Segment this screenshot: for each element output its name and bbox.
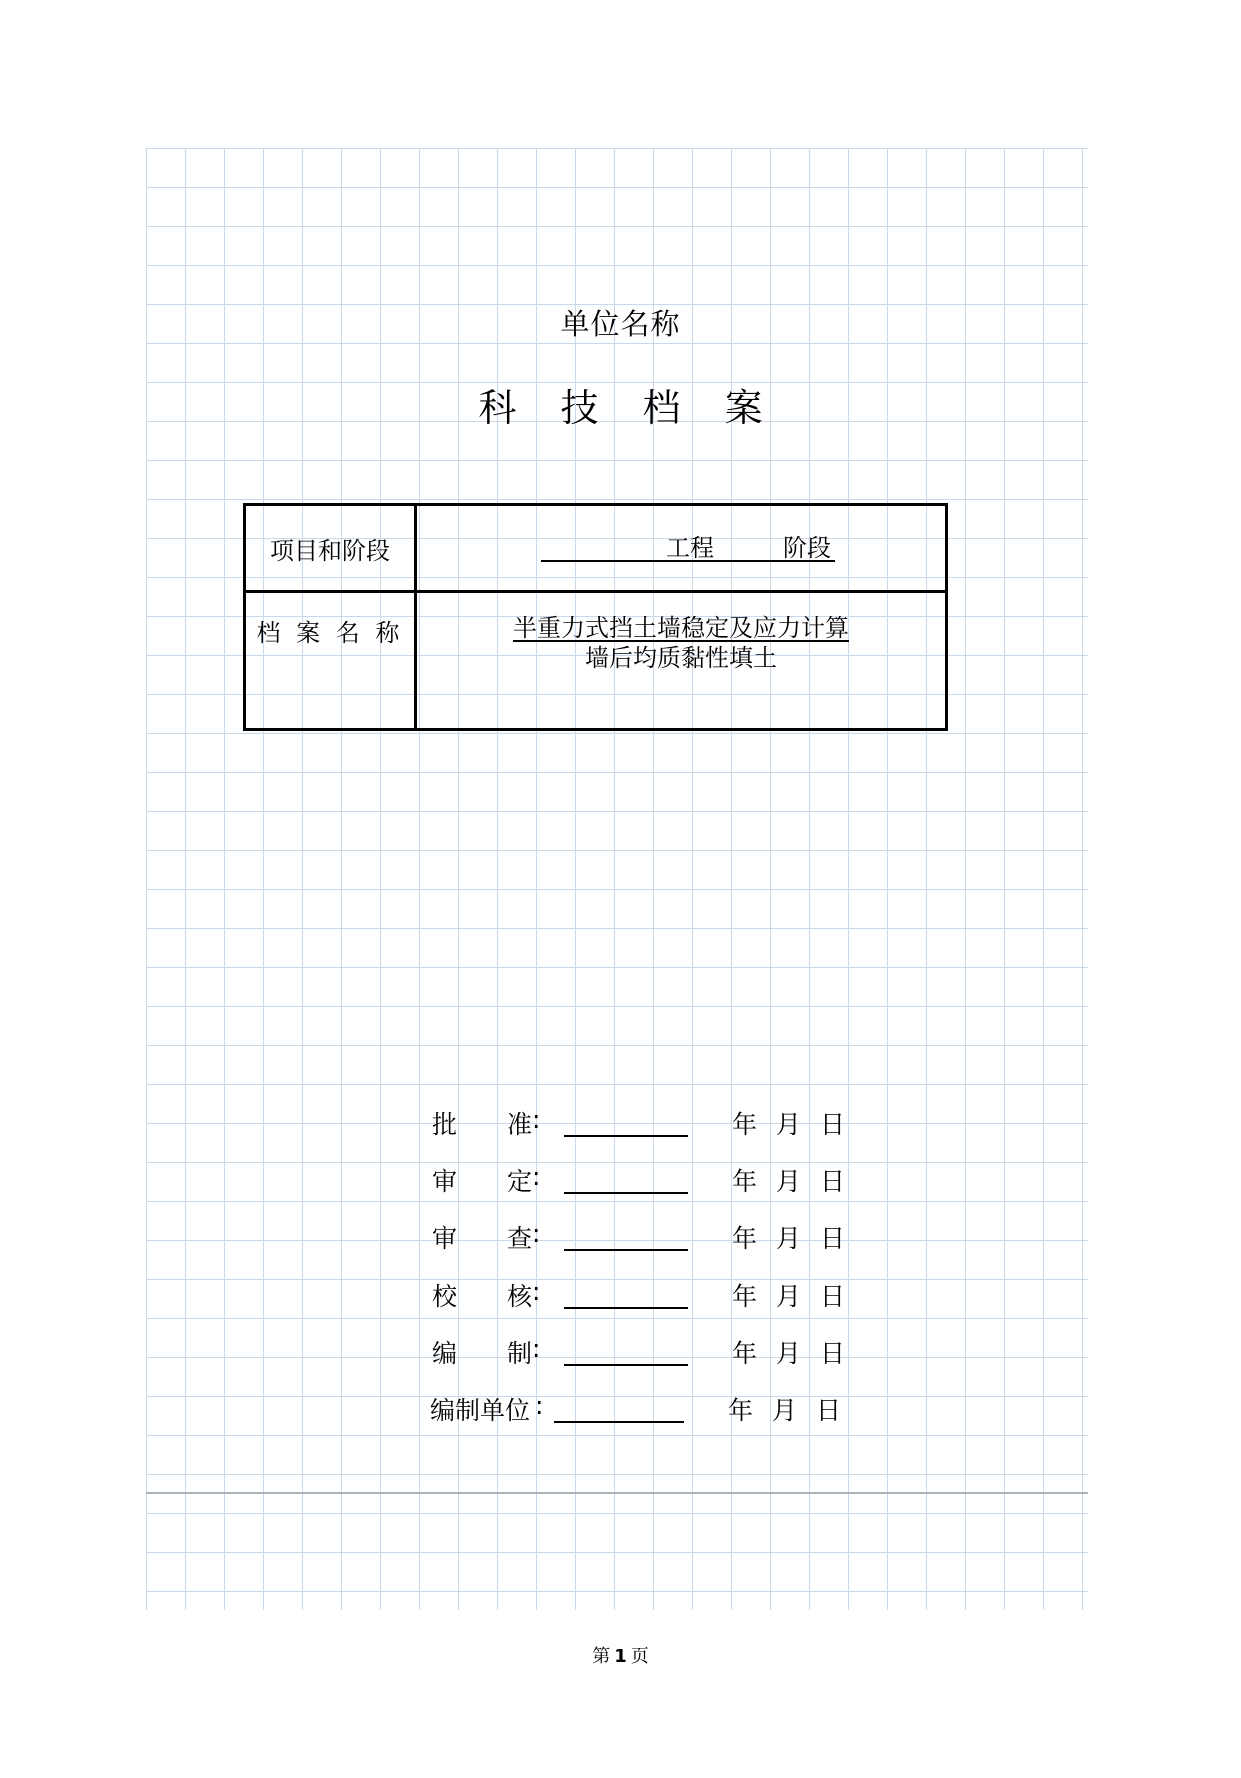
signature-line — [564, 1249, 688, 1251]
signature-colon: : — [532, 1219, 541, 1248]
date-year: 年 — [732, 1167, 758, 1196]
page-suffix: 页 — [630, 1646, 649, 1667]
unit-name: 单位名称 — [560, 307, 681, 341]
project-stage-value — [416, 505, 947, 592]
signature-row-approve — [432, 1105, 852, 1141]
date-year: 年 — [728, 1396, 754, 1425]
signature-row-check — [432, 1277, 852, 1313]
date-year: 年 — [732, 1224, 758, 1253]
date-month: 月 — [776, 1167, 802, 1196]
project-stage-label: 项目和阶段 — [245, 505, 416, 592]
signature-line — [564, 1364, 688, 1366]
date-year: 年 — [732, 1110, 758, 1139]
signature-role: 审 定 — [432, 1167, 533, 1196]
date-month: 月 — [776, 1339, 802, 1368]
signature-role: 批 准 — [432, 1110, 533, 1139]
date-year: 年 — [732, 1282, 758, 1311]
page-number — [0, 1642, 1241, 1668]
page-prefix: 第 — [592, 1646, 611, 1667]
signature-line — [564, 1135, 688, 1137]
project-stage-fill-line — [541, 528, 835, 562]
signature-date — [732, 1162, 845, 1198]
signature-role: 审 查 — [432, 1224, 533, 1253]
date-day: 日 — [820, 1110, 846, 1139]
archive-subtitle: 墙后均质黏性填土 — [585, 644, 777, 672]
signature-row-review — [432, 1219, 852, 1255]
signature-date — [732, 1105, 845, 1141]
signature-colon: : — [532, 1105, 541, 1134]
project-stage-row — [245, 505, 947, 592]
archive-name-value — [416, 592, 947, 730]
project-jieduan-text: 阶段 — [783, 534, 831, 562]
date-day: 日 — [816, 1396, 842, 1425]
signature-role: 编制单位 — [430, 1396, 531, 1425]
signature-colon: : — [535, 1391, 544, 1420]
date-month: 月 — [776, 1224, 802, 1253]
date-day: 日 — [820, 1339, 846, 1368]
archive-info-table — [243, 503, 948, 731]
signature-colon: : — [532, 1162, 541, 1191]
signature-row-compiling-unit — [432, 1391, 852, 1427]
date-month: 月 — [772, 1396, 798, 1425]
signature-date — [732, 1277, 845, 1313]
signature-line — [564, 1307, 688, 1309]
signature-date — [732, 1334, 845, 1370]
page-number-value: 1 — [614, 1646, 627, 1667]
signature-line — [564, 1192, 688, 1194]
date-month: 月 — [776, 1282, 802, 1311]
document-title: 科 技 档 案 — [478, 386, 779, 430]
signature-role: 编 制 — [432, 1339, 533, 1368]
signature-date — [728, 1391, 841, 1427]
project-gongcheng-text: 工程 — [666, 534, 714, 562]
date-day: 日 — [820, 1282, 846, 1311]
signature-date — [732, 1219, 845, 1255]
signature-colon: : — [532, 1334, 541, 1363]
signature-colon: : — [532, 1277, 541, 1306]
archive-name-label: 档 案 名 称 — [245, 592, 416, 730]
signature-role: 校 核 — [432, 1282, 533, 1311]
sheet-divider-line — [146, 1492, 1088, 1494]
signature-line — [554, 1421, 684, 1423]
date-day: 日 — [820, 1224, 846, 1253]
archive-name-row — [245, 592, 947, 730]
archive-title: 半重力式挡土墙稳定及应力计算 — [513, 614, 849, 642]
date-month: 月 — [776, 1110, 802, 1139]
signature-row-finalize — [432, 1162, 852, 1198]
signature-row-compile — [432, 1334, 852, 1370]
date-year: 年 — [732, 1339, 758, 1368]
date-day: 日 — [820, 1167, 846, 1196]
